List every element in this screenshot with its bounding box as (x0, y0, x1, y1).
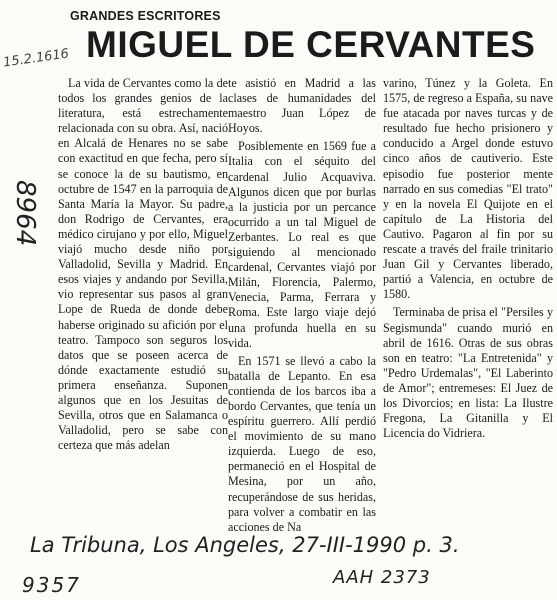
article-kicker: GRANDES ESCRITORES (70, 9, 221, 23)
column-1-paragraph-1: La vida de Cervantes como la de todos los grandes genios de la literatura, está estrechamente relacionada con su obra. Así, nació en Alcalá de Henares no se sabe con exactitud en que fecha, pero sí se conoce la de su bautismo, en octubre de 1547 en la parroquia de Santa María la Mayor. Su padre, don Rodrigo de Cervantes, era médico cirujano y por ello, Miguel viajó mucho desde niño por Valladolid, Sevilla y Madrid. En esos viajes y andando por Sevilla, vio representar sus pasos al gran Lope de Rueda de donde debe haberse originado su afición por el teatro. Tampoco son seguros los datos que se poseen acerca de dónde exactamente estudió su primera enseñanza. Suponen algunos que en los Jesuitas de Sevilla, otros que en Salamanca o Valladolid, pero se sabe con certeza que más adelan (58, 76, 228, 453)
column-3-paragraph-1: varino, Túnez y la Goleta. En 1575, de regreso a España, su nave fue atacada por naves turcas y de resultado fue hecho prisionero y conducido a Argel donde estuvo cinco años de cautiverio. Este episodio fue posterior mente narrado en sus comedias "El trato" y en la novela El Quijote en el capítulo de La Historia del Cautivo. Pagaron al fin por su rescate a través del fraile trinitario Juan Gil y Cervantes liberado, partió a Valencia, en octubre de 1580. (383, 76, 553, 302)
handwritten-date-stamp: 15.2.1616 (2, 46, 70, 71)
column-2-paragraph-2: Posiblemente en 1569 fue a Italia con el séquito del cardenal Julio Acquaviva. Algunos dicen que por burlas a la justicia por un percance ocurrido a un tal Miguel de Zerbantes. Lo real es que siguiendo al mencionado cardenal, Cervantes viajó por Milán, Florencia, Palermo, Venecia, Parma, Ferrara y Roma. Este largo viaje dejó una profunda huella en su vida. (228, 139, 376, 350)
article-column-1 (58, 76, 228, 453)
column-2-paragraph-1: te asistió en Madrid a las clases de humanidades del maestro Juan López de Hoyos. (228, 76, 376, 136)
column-2-paragraph-3: En 1571 se llevó a cabo la batalla de Lepanto. En esa contienda de los barcos iba a bordo Cervantes, que tenía un espíritu guerrero. Allí perdió el movimiento de su mano izquierda. Luego de eso, permaneció en el Hospital de Mesina, por un año, recuperándose de sus heridas, para volver a combatir en las acciones de Na (228, 353, 376, 534)
article-headline: MIGUEL DE CERVANTES (86, 24, 536, 65)
handwritten-source-citation: La Tribuna, Los Angeles, 27-III-1990 p. 3. (30, 533, 460, 557)
article-column-3 (383, 76, 553, 441)
article-column-2 (228, 76, 376, 535)
handwritten-archive-code: AAH 2373 (333, 567, 431, 588)
handwritten-side-number: 8964 (10, 180, 40, 247)
column-3-paragraph-2: Terminaba de prisa el "Persiles y Segismunda" cuando murió en abril de 1616. Otras de sus obras son en teatro: "La Entretenida" y "Pedro Urdemalas", "El Laberinto de Amor"; entremeses: El Juez de los Divorcios; en lista: La Ilustre Fregona, La Gitanilla y El Licencia do Vidriera. (383, 305, 553, 441)
handwritten-catalog-number: 9357 (22, 573, 81, 597)
